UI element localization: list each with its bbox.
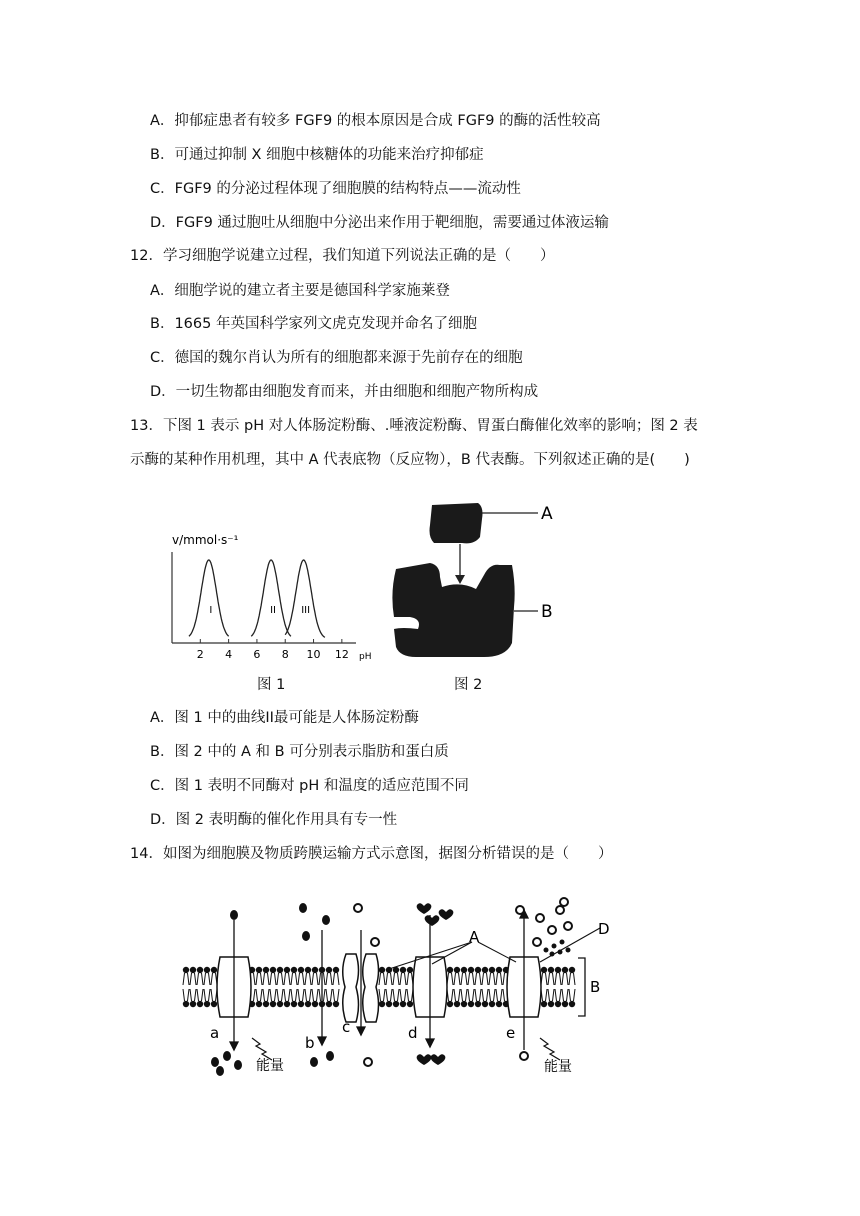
label-bilayer-b: B	[590, 978, 601, 996]
fig1-tick-label-6: 6	[253, 648, 261, 661]
fig1-chart	[160, 530, 370, 670]
q11-option-d: D．FGF9 通过胞吐从细胞中分泌出来作用于靶细胞，需要通过体液运输	[150, 215, 609, 231]
energy-zigzag-icon-1	[252, 1038, 272, 1060]
q13-option-b: B．图 2 中的 A 和 B 可分别表示脂肪和蛋白质	[150, 744, 449, 760]
q13-option-d: D．图 2 表明酶的催化作用具有专一性	[150, 812, 398, 828]
q11-option-a: A．抑郁症患者有较多 FGF9 的根本原因是合成 FGF9 的酶的活性较高	[150, 113, 601, 129]
q12-option-c: C．德国的魏尔肖认为所有的细胞都来源于先前存在的细胞	[150, 350, 523, 366]
label-a-lower: a	[210, 1024, 220, 1042]
fig1-curve-I	[189, 560, 229, 636]
q13-stem-line1: 13．下图 1 表示 pH 对人体肠淀粉酶、.唾液淀粉酶、胃蛋白酶催化效率的影响；图 2 表	[130, 418, 698, 434]
q14-stem: 14．如图为细胞膜及物质跨膜运输方式示意图，据图分析错误的是（ ）	[130, 846, 613, 862]
q13-stem-line2: 示酶的某种作用机理，其中 A 代表底物（反应物），B 代表酶。下列叙述正确的是( )	[130, 452, 690, 468]
fig1-tick-label-8: 8	[281, 648, 289, 661]
q11-option-b: B．可通过抑制 X 细胞中核糖体的功能来治疗抑郁症	[150, 147, 484, 163]
arrow-head	[455, 575, 465, 584]
label-e-lower: e	[506, 1024, 516, 1042]
label-b: B	[541, 602, 553, 622]
fig1-tick-label-2: 2	[196, 648, 204, 661]
energy-zigzag-icon-2	[540, 1038, 560, 1060]
membrane-transport-diagram	[180, 890, 620, 1085]
label-a: A	[541, 504, 553, 524]
fig1-curve-label-I: I	[209, 605, 213, 616]
energy-label-1: 能量	[256, 1058, 284, 1074]
fig1-curve-label-II: II	[270, 605, 277, 616]
fig2-diagram	[388, 497, 578, 672]
fig1-xlabel: pH	[359, 652, 372, 662]
label-glycoprotein-d: D	[598, 920, 610, 938]
q11-option-c: C．FGF9 的分泌过程体现了细胞膜的结构特点——流动性	[150, 181, 521, 197]
fig1-caption: 图 1	[257, 677, 286, 693]
q13-option-a: A．图 1 中的曲线II最可能是人体肠淀粉酶	[150, 710, 419, 726]
fig1-curve-III	[285, 560, 325, 637]
fig1-ylabel: v/mmol·s⁻¹	[172, 533, 239, 547]
label-d-lower: d	[408, 1024, 418, 1042]
label-b-lower: b	[305, 1034, 315, 1052]
enzyme-b-shape	[392, 563, 514, 657]
q13-option-c: C．图 1 表明不同酶对 pH 和温度的适应范围不同	[150, 778, 469, 794]
substrate-a-shape	[430, 503, 483, 543]
q12-option-a: A．细胞学说的建立者主要是德国科学家施莱登	[150, 283, 450, 299]
fig1-tick-label-10: 10	[306, 648, 321, 661]
label-protein-a: A	[469, 928, 480, 946]
q12-stem: 12．学习细胞学说建立过程，我们知道下列说法正确的是（ ）	[130, 248, 555, 264]
glycoprotein-chain	[544, 940, 571, 957]
fig1-tick-label-12: 12	[334, 648, 349, 661]
fig1-curve-label-III: III	[301, 605, 311, 616]
label-c-lower: c	[342, 1018, 351, 1036]
energy-label-2: 能量	[544, 1059, 572, 1075]
fig1-curve-II	[251, 560, 291, 636]
fig1-tick-label-4: 4	[225, 648, 233, 661]
fig2-caption: 图 2	[454, 677, 483, 693]
q12-option-b: B．1665 年英国科学家列文虎克发现并命名了细胞	[150, 316, 477, 332]
q12-option-d: D．一切生物都由细胞发育而来，并由细胞和细胞产物所构成	[150, 384, 539, 400]
